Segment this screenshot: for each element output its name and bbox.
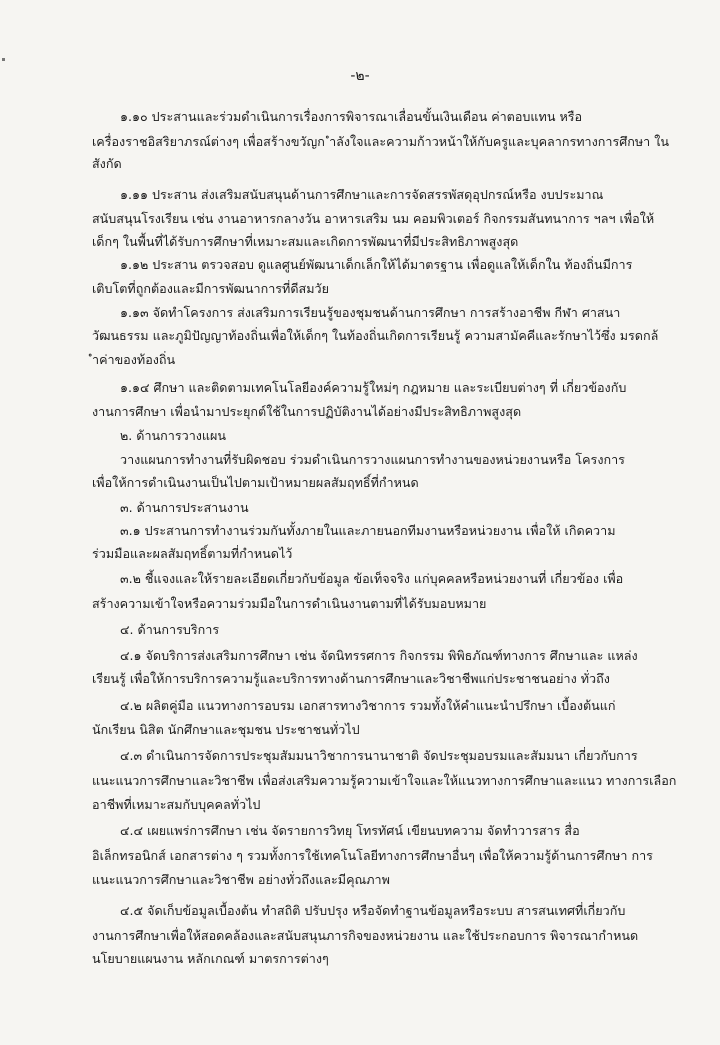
text-line: ๓.๒ ชี้แจงและให้รายละเอียดเกี่ยวกับข้อมูล ข้อเท็จจริง แก่บุคคลหรือหน่วยงานที่ เกี่ยวข้อง เพื่อ — [120, 571, 624, 586]
text-line: เครื่องราชอิสริยาภรณ์ต่างๆ เพื่อสร้างขวัญก ำลังใจและความก้าวหน้าให้กับครูและบุคลากรทางการศึกษา ใน — [92, 134, 669, 149]
text-line: เพื่อให้การดำเนินงานเป็นไปตามเป้าหมายผลสัมฤทธิ์ที่กำหนด — [92, 475, 419, 490]
text-line: ๓.๑ ประสานการทำงานร่วมกันทั้งภายในและภายนอกทีมงานหรือหน่วยงาน เพื่อให้ เกิดความ — [120, 523, 616, 538]
text-line: ๔.๑ จัดบริการส่งเสริมการศึกษา เช่น จัดนิทรรศการ กิจกรรม พิพิธภัณฑ์ทางการ ศึกษาและ แหล่ง — [120, 648, 638, 663]
text-line: เติบโตที่ถูกต้องและมีการพัฒนาการที่ดีสมวัย — [92, 281, 329, 296]
text-line: ร่วมมือและผลสัมฤทธิ์ตามที่กำหนดไว้ — [92, 546, 293, 561]
text-line: ๑.๑๔ ศึกษา และติดตามเทคโนโลยีองค์ความรู้ใหม่ๆ กฎหมาย และระเบียบต่างๆ ที่ เกี่ยวข้องกับ — [120, 380, 627, 395]
text-line: แนะแนวการศึกษาและวิชาชีพ เพื่อส่งเสริมความรู้ความเข้าใจและให้แนวทางการศึกษาและแนว ทางการเลือก — [92, 773, 677, 788]
text-line: เรียนรู้ เพื่อให้การบริการความรู้และบริการทางด้านการศึกษาและวิชาชีพแก่ประชาชนอย่าง ทั่วถึง — [92, 671, 610, 686]
text-line: อาชีพที่เหมาะสมกับบุคคลทั่วไป — [92, 797, 261, 812]
text-line: สังกัด — [92, 156, 122, 171]
text-line: งานการศึกษาเพื่อให้สอดคล้องและสนับสนุนภารกิจของหน่วยงาน และใช้ประกอบการ พิจารณากำหนด — [92, 928, 639, 943]
text-line: ำค่าของท้องถิ่น — [92, 352, 176, 367]
text-line: ๔.๕ จัดเก็บข้อมูลเบื้องต้น ทำสถิติ ปรับปรุง หรือจัดทำฐานข้อมูลหรือระบบ สารสนเทศที่เกี่ยวกับ — [120, 903, 626, 918]
text-line: แนะแนวการศึกษาและวิชาชีพ อย่างทั่วถึงและมีคุณภาพ — [92, 872, 390, 887]
text-line: ๓. ด้านการประสานงาน — [120, 500, 249, 515]
text-line: ๑.๑๑ ประสาน ส่งเสริมสนับสนุนด้านการศึกษาและการจัดสรรพัสดุอุปกรณ์หรือ งบประมาณ — [120, 187, 604, 202]
text-line: วัฒนธรรม และภูมิปัญญาท้องถิ่นเพื่อให้เด็กๆ ในท้องถิ่นเกิดการเรียนรู้ ความสามัคคีและรักษาไว้ซึ่ง มรดกล้ — [92, 328, 659, 343]
scan-mark — [2, 58, 5, 61]
text-line: ๔. ด้านการบริการ — [120, 622, 220, 637]
text-line: สนับสนุนโรงเรียน เช่น งานอาหารกลางวัน อาหารเสริม นม คอมพิวเตอร์ กิจกรรมสันทนาการ ฯลฯ เพื่อให้ — [92, 211, 655, 226]
text-line: ๔.๔ เผยแพร่การศึกษา เช่น จัดรายการวิทยุ โทรทัศน์ เขียนบทความ จัดทำวารสาร สื่อ — [120, 823, 580, 838]
text-line: ๑.๑๓ จัดทำโครงการ ส่งเสริมการเรียนรู้ของชุมชนด้านการศึกษา การสร้างอาชีพ กีฬา ศาสนา — [120, 305, 621, 320]
text-line: ๒. ด้านการวางแผน — [120, 428, 227, 443]
text-line: ๑.๑๒ ประสาน ตรวจสอบ ดูแลศูนย์พัฒนาเด็กเล็กให้ได้มาตรฐาน เพื่อดูแลให้เด็กใน ท้องถิ่นมีการ — [120, 257, 633, 272]
text-line: อิเล็กทรอนิกส์ เอกสารต่าง ๆ รวมทั้งการใช้เทคโนโลยีทางการศึกษาอื่นๆ เพื่อให้ความรู้ด้านการศึกษา การ — [92, 848, 653, 863]
text-line: นโยบายแผนงาน หลักเกณฑ์ มาตรการต่างๆ — [92, 951, 329, 966]
text-line: งานการศึกษา เพื่อนำมาประยุกต์ใช้ในการปฏิบัติงานได้อย่างมีประสิทธิภาพสูงสุด — [92, 404, 522, 419]
text-line: วางแผนการทำงานที่รับผิดชอบ ร่วมดำเนินการวางแผนการทำงานของหน่วยงานหรือ โครงการ — [120, 452, 625, 467]
page-number: -๒- — [350, 68, 370, 84]
text-line: นักเรียน นิสิต นักศึกษาและชุมชน ประชาชนทั่วไป — [92, 722, 360, 737]
text-line: ๔.๒ ผลิตคู่มือ แนวทางการอบรม เอกสารทางวิชาการ รวมทั้งให้คำแนะนำปรึกษา เบื้องต้นแก่ — [120, 698, 616, 713]
text-line: ๑.๑๐ ประสานและร่วมดำเนินการเรื่องการพิจารณาเลื่อนขั้นเงินเดือน ค่าตอบแทน หรือ — [120, 109, 583, 124]
text-line: สร้างความเข้าใจหรือความร่วมมือในการดำเนินงานตามที่ได้รับมอบหมาย — [92, 596, 487, 611]
text-line: ๔.๓ ดำเนินการจัดการประชุมสัมมนาวิชาการนานาชาติ จัดประชุมอบรมและสัมมนา เกี่ยวกับการ — [120, 748, 638, 763]
text-line: เด็กๆ ในพื้นที่ได้รับการศึกษาที่เหมาะสมและเกิดการพัฒนาที่มีประสิทธิภาพสูงสุด — [92, 234, 519, 249]
